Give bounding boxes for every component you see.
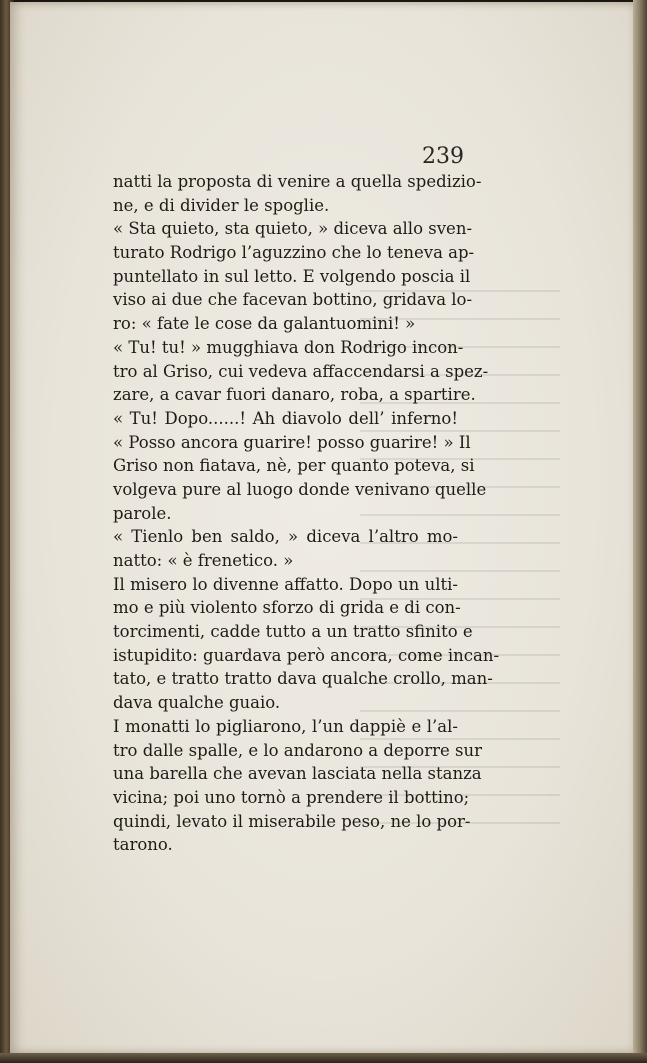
text-line: natti la proposta di venire a quella spedizio- (113, 172, 482, 191)
text-line: parole. (113, 503, 172, 523)
text-line: viso ai due che facevan bottino, gridava lo- (113, 290, 473, 310)
bottom-edge (0, 1053, 647, 1063)
text-line: torcimenti, cadde tutto a un tratto sfinito e (113, 622, 473, 642)
text-line: ro: « fate le cose da galantuomini! » (113, 314, 416, 334)
text-line: zare, a cavar fuori danaro, roba, a spartire. (113, 385, 476, 405)
text-line: istupidito: guardava però ancora, come incan- (113, 645, 500, 665)
page-edge-stack (633, 0, 647, 1063)
text-line: mo e più violento sforzo di grida e di con- (113, 598, 461, 618)
text-line: una barella che avevan lasciata nella stanza (113, 764, 482, 784)
text-line: volgeva pure al luogo donde venivano quelle (113, 479, 487, 499)
text-line: I monatti lo pigliarono, l’un dappiè e l’al- (113, 716, 458, 736)
text-line: dava qualche guaio. (113, 693, 281, 713)
text-line: puntellato in sul letto. E volgendo poscia il (113, 266, 471, 286)
page-number: 239 (422, 144, 464, 169)
text-line: Griso non fiatava, nè, per quanto poteva, si (113, 456, 475, 476)
text-line: quindi, levato il miserabile peso, ne lo por- (113, 811, 471, 831)
text-line: ne, e di divider le spoglie. (113, 195, 330, 215)
body-text (113, 170, 500, 857)
text-line: vicina; poi uno tornò a prendere il bottino; (113, 787, 470, 807)
text-line: Il misero lo divenne affatto. Dopo un ulti- (113, 574, 458, 594)
text-line: tro al Griso, cui vedeva affaccendarsi a spez- (113, 361, 489, 381)
text-line: natto: « è frenetico. » (113, 551, 294, 570)
text-line: « Tienlo ben saldo, » diceva l’altro mo- (113, 527, 458, 547)
text-line: tro dalle spalle, e lo andarono a deporre sur (113, 740, 482, 760)
text-line: turato Rodrigo l’aguzzino che lo teneva ap- (113, 243, 475, 263)
text-line: tarono. (113, 835, 173, 855)
text-line: « Sta quieto, sta quieto, » diceva allo sven- (113, 219, 473, 239)
text-line: tato, e tratto tratto dava qualche crollo, man- (113, 669, 493, 689)
text-line: « Tu! tu! » mugghiava don Rodrigo incon- (113, 337, 464, 357)
text-line: « Posso ancora guarire! posso guarire! » Il (113, 432, 471, 452)
text-line: « Tu! Dopo......! Ah diavolo dell’ inferno! (113, 408, 458, 428)
